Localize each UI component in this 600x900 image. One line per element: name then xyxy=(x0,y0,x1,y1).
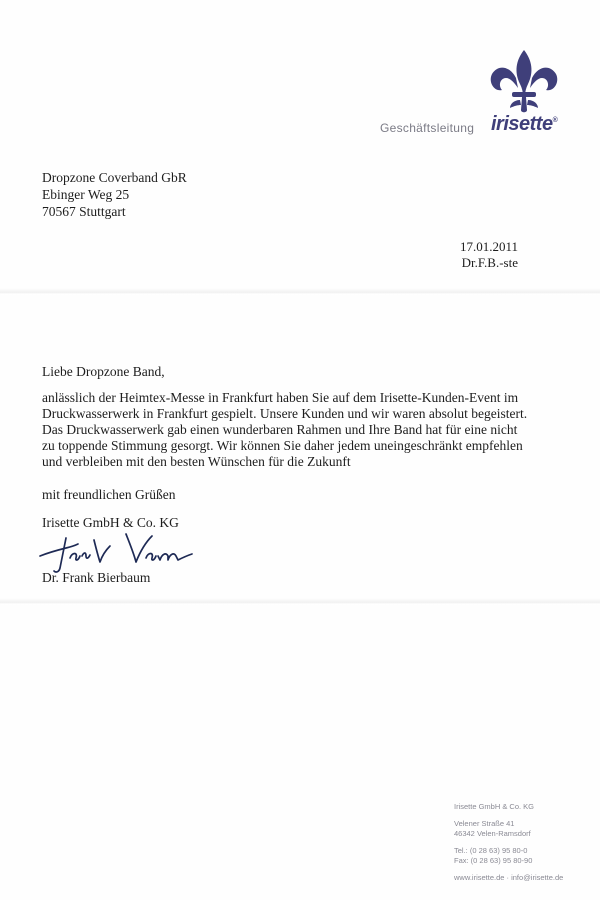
fleur-de-lis-icon xyxy=(488,48,560,116)
paper-fold-upper xyxy=(0,288,600,298)
recipient-name: Dropzone Coverband GbR xyxy=(42,170,187,185)
sender-company: Irisette GmbH & Co. KG xyxy=(42,515,179,530)
letter-reference: Dr.F.B.-ste xyxy=(461,255,518,270)
footer-street: Velener Straße 41 xyxy=(454,819,515,828)
footer-web: www.irisette.de · info@irisette.de xyxy=(454,873,564,882)
letter-body: anlässlich der Heimtex-Messe in Frankfurt haben Sie auf dem Irisette-Kunden-Event im Druckwasserwerk in Frankfurt gespielt. Unsere Kunden und wir waren absolut begeistert. Das Druckwasserwerk gab einen wunderbaren Rahmen und Ihre Band hat für eine nicht zu toppende Stimmung gesorgt. Wir können Sie daher jedem uneingeschränkt empfehlen und verbleiben mit den besten Wünschen für die Zukunft xyxy=(42,390,528,469)
recipient-street: Ebinger Weg 25 xyxy=(42,187,130,202)
footer-fax: Fax: (0 28 63) 95 80-90 xyxy=(454,856,533,865)
signer-name: Dr. Frank Bierbaum xyxy=(42,570,151,585)
paper-fold-lower xyxy=(0,598,600,608)
brand-wordmark: irisette® xyxy=(491,113,558,135)
recipient-city: 70567 Stuttgart xyxy=(42,204,126,219)
salutation: Liebe Dropzone Band, xyxy=(42,364,165,379)
letter-date: 17.01.2011 xyxy=(459,239,518,254)
footer-company: Irisette GmbH & Co. KG xyxy=(454,802,535,811)
footer-address xyxy=(454,802,563,883)
footer-city: 46342 Velen-Ramsdorf xyxy=(454,829,531,838)
closing-phrase: mit freundlichen Grüßen xyxy=(42,487,176,502)
department-label: Geschäftsleitung xyxy=(380,121,475,135)
footer-phone: Tel.: (0 28 63) 95 80-0 xyxy=(454,846,528,855)
recipient-address xyxy=(42,169,187,220)
date-reference-block xyxy=(460,239,518,271)
